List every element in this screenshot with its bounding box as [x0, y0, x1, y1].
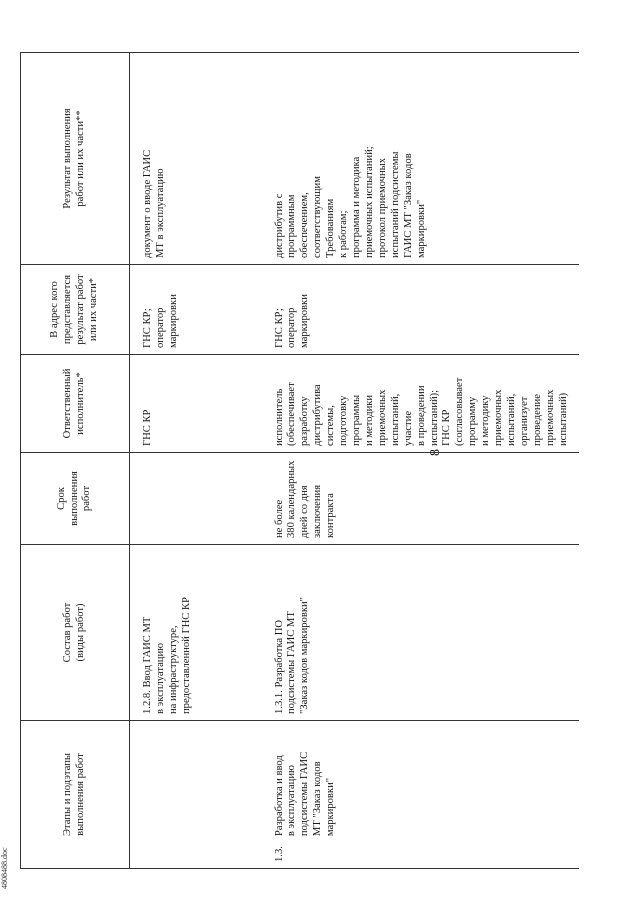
- header-term: Срок выполнения работ: [21, 453, 130, 545]
- recipient-cell: ГНС КР; оператор маркировки: [130, 265, 270, 355]
- header-stages: Этапы и подэтапы выполнения работ: [21, 721, 130, 869]
- stage-text: Разработка и ввод в эксплуатацию подсистемы ГАИС МТ "Заказ кодов маркировки": [273, 751, 337, 837]
- header-result: Результат выполнения работ или их части**: [21, 53, 130, 265]
- term-cell: [130, 453, 270, 545]
- document-id: 4808488.doc: [0, 847, 9, 889]
- table-row: [130, 53, 270, 869]
- page-number: 8: [428, 449, 443, 456]
- result-cell: дистрибутив с программным обеспечением, соответствующим Требованиям к работам; программа и методика приемочных испытаний; протокол приемочных испытаний подсистемы ГАИС МТ "Заказ кодов маркировки": [270, 53, 579, 265]
- result-cell: документ о вводе ГАИС МТ в эксплуатацию: [130, 53, 270, 265]
- header-work-composition: Состав работ (виды работ): [21, 545, 130, 721]
- stage-number: 1.3.: [273, 846, 285, 862]
- executor-cell: исполнитель (обеспечивает разработку дистрибутива системы, подготовку программы и методики приемочных испытаний, участие в проведении испытаний); ГНС КР (согласовывает программу и методику приемочных испытаний, организует проведение приемочных испытаний): [270, 355, 579, 453]
- header-recipient: В адрес кого представляется результат работ или их части*: [21, 265, 130, 355]
- work-schedule-table: [20, 52, 579, 869]
- table-header-row: [21, 53, 130, 869]
- work-cell: 1.3.1. Разработка ПО подсистемы ГАИС МТ "Заказ кодов маркировки": [270, 545, 579, 721]
- stage-cell: [130, 721, 270, 869]
- stage-cell: [270, 721, 579, 869]
- header-executor: Ответственный исполнитель*: [21, 355, 130, 453]
- work-cell: 1.2.8. Ввод ГАИС МТ в эксплуатацию на инфраструктуре, предоставленной ГНС КР: [130, 545, 270, 721]
- executor-cell: ГНС КР: [130, 355, 270, 453]
- recipient-cell: ГНС КР; оператор маркировки: [270, 265, 579, 355]
- term-cell: не более 380 календарных дней со дня заключения контракта: [270, 453, 579, 545]
- table-row: [270, 53, 579, 869]
